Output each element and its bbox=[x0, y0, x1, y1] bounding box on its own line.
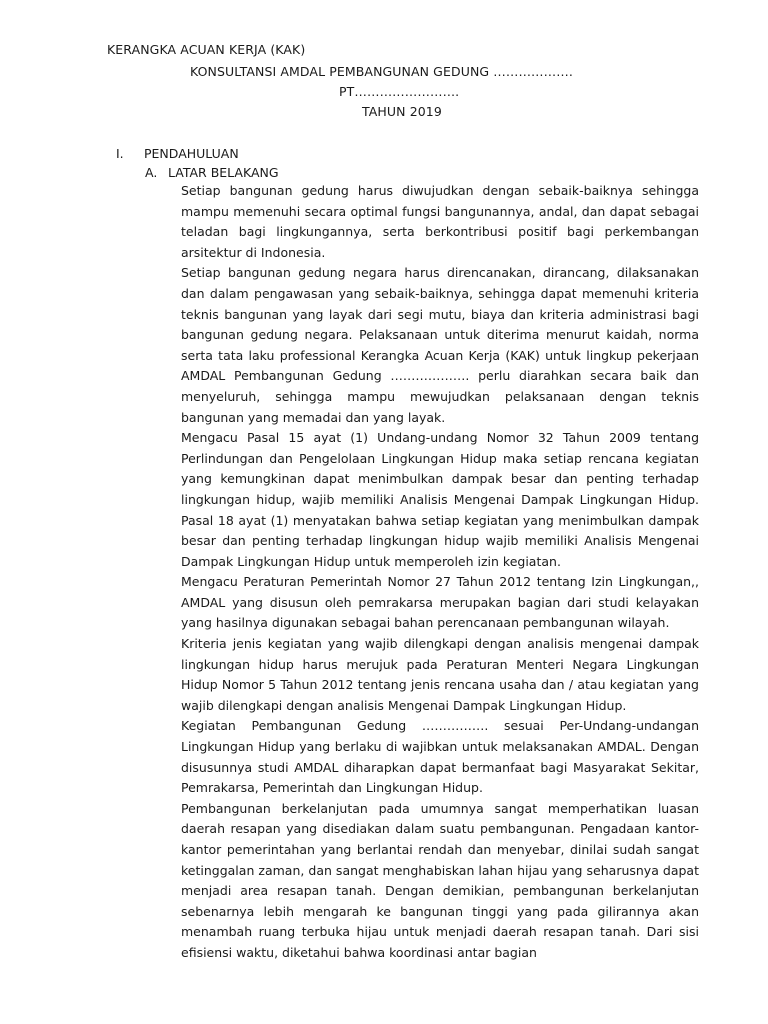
section-title: PENDAHULUAN bbox=[144, 146, 239, 161]
paragraph: Kriteria jenis kegiatan yang wajib dilengkapi dengan analisis mengenai dampak lingkungan hidup harus merujuk pada Peraturan Menteri Negara Lingkungan Hidup Nomor 5 Tahun 2012 tentang jenis rencana usaha dan / atau kegiatan yang wajib dilengkapi dengan analisis Mengenai Dampak Lingkungan Hidup. bbox=[181, 636, 699, 713]
section-number: I. bbox=[116, 146, 124, 161]
paragraph: Setiap bangunan gedung harus diwujudkan dengan sebaik-baiknya sehingga mampu memenuhi secara optimal fungsi bangunannya, andal, dan dapat sebagai teladan bagi lingkungannya, serta berkontribusi positif bagi perkembangan arsitektur di Indonesia. bbox=[181, 183, 699, 260]
paragraph: Pembangunan berkelanjutan pada umumnya sangat memperhatikan luasan daerah resapan yang disediakan dalam suatu pembangunan. Pengadaan kantor-kantor pemerintahan yang berlantai rendah dan menyebar, dinilai sudah sangat ketinggalan zaman, dan sangat menghabiskan lahan hijau yang seharusnya dapat menjadi area resapan tanah. Dengan demikian, pembangunan berkelanjutan sebenarnya lebih mengarah ke bangunan tinggi yang pada gilirannya akan menambah ruang terbuka hijau untuk menjadi daerah resapan tanah. Dari sisi efisiensi waktu, diketahui bahwa koordinasi antar bagian bbox=[181, 800, 699, 960]
subsection-title: LATAR BELAKANG bbox=[168, 165, 279, 180]
company-name: PT……………………. bbox=[339, 84, 460, 99]
paragraph: Setiap bangunan gedung negara harus direncanakan, dirancang, dilaksanakan dan dalam pengawasan yang sebaik-baiknya, sehingga dapat memenuhi kriteria teknis bangunan yang layak dari segi mutu, biaya dan kriteria administrasi bagi bangunan gedung negara. Pelaksanaan untuk diterima menurut kaidah, norma serta tata laku professional Kerangka Acuan Kerja (KAK) untuk lingkup pekerjaan AMDAL Pembangunan Gedung ………………. perlu diarahkan secara baik dan menyeluruh, sehingga mampu mewujudkan pelaksanaan dengan teknis bangunan yang memadai dan yang layak. bbox=[181, 265, 699, 425]
paragraph: Mengacu Pasal 15 ayat (1) Undang-undang Nomor 32 Tahun 2009 tentang Perlindungan dan Pengelolaan Lingkungan Hidup maka setiap rencana kegiatan yang kemungkinan dapat menimbulkan dampak besar dan penting terhadap lingkungan hidup, wajib memiliki Analisis Mengenai Dampak Lingkungan Hidup. Pasal 18 ayat (1) menyatakan bahwa setiap kegiatan yang menimbulkan dampak besar dan penting terhadap lingkungan hidup wajib memiliki Analisis Mengenai Dampak Lingkungan Hidup untuk memperoleh izin kegiatan. bbox=[181, 430, 699, 569]
document-year: TAHUN 2019 bbox=[362, 104, 442, 119]
paragraph: Kegiatan Pembangunan Gedung ……………. sesuai Per-Undang-undangan Lingkungan Hidup yang berlaku di wajibkan untuk melaksanakan AMDAL. Dengan disusunnya studi AMDAL diharapkan dapat bermanfaat bagi Masyarakat Sekitar, Pemrakarsa, Pemerintah dan Lingkungan Hidup. bbox=[181, 718, 699, 796]
document-subtitle: KONSULTANSI AMDAL PEMBANGUNAN GEDUNG ………………. bbox=[190, 64, 573, 79]
body-text bbox=[181, 181, 699, 964]
paragraph: Mengacu Peraturan Pemerintah Nomor 27 Tahun 2012 tentang Izin Lingkungan,, AMDAL yang disusun oleh pemrakarsa merupakan bagian dari studi kelayakan yang hasilnya digunakan sebagai bahan perencanaan pembangunan wilayah. bbox=[181, 574, 699, 631]
subsection-letter: A. bbox=[145, 165, 158, 180]
document-title: KERANGKA ACUAN KERJA (KAK) bbox=[107, 42, 306, 57]
